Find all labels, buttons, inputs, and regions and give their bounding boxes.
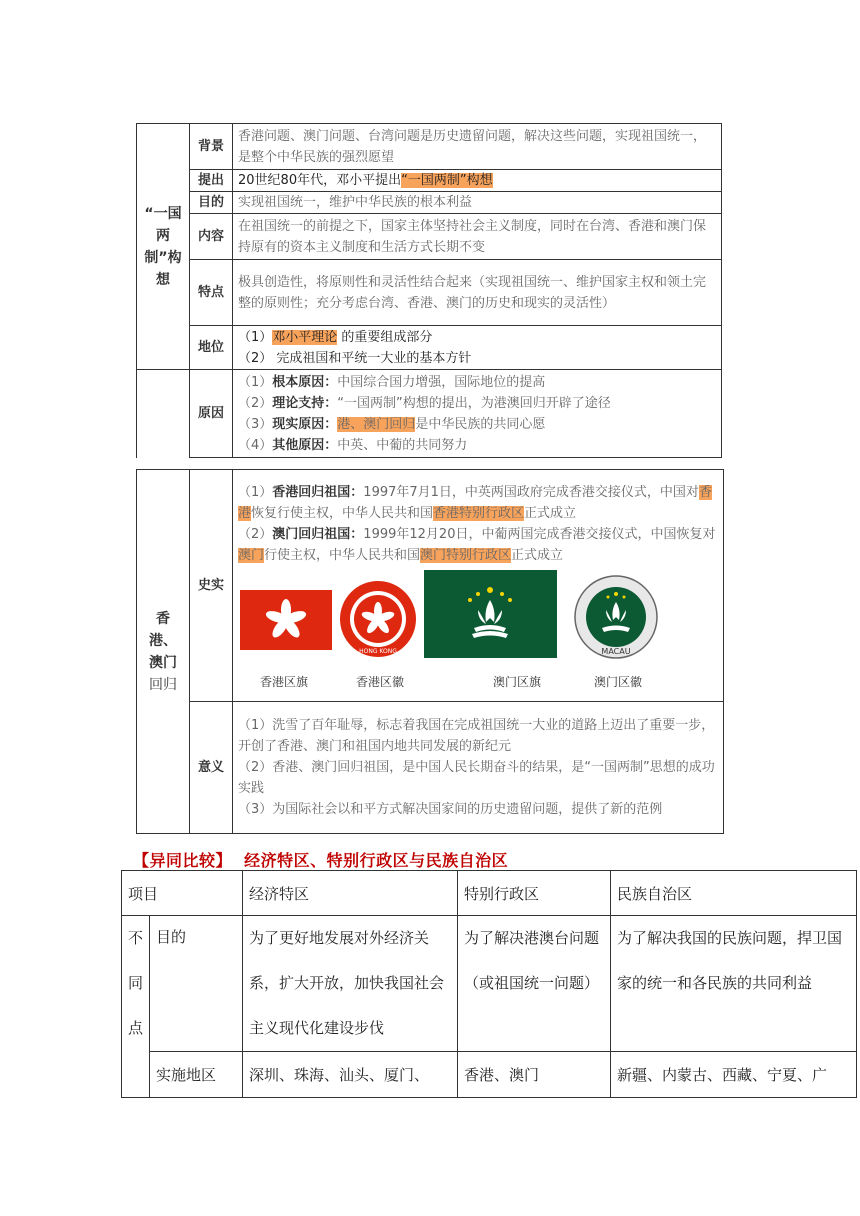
group-label: “一国两制”构想	[137, 124, 190, 370]
sez-area: 深圳、珠海、汕头、厦门、	[243, 1052, 458, 1098]
row-label-facts: 史实	[190, 470, 233, 702]
return-of-hk-macau-table	[136, 469, 724, 834]
row-item-purpose: 目的	[150, 916, 243, 1052]
row-text-content: 在祖国统一的前提之下，国家主体坚持社会主义制度，同时在台湾、香港和澳门保持原有的资本主义制度和生活方式长期不变	[233, 214, 722, 260]
flags-and-emblems	[238, 570, 718, 672]
caption-hk-emblem: 香港区徽	[356, 674, 405, 689]
header-nar: 民族自治区	[611, 871, 857, 916]
caption-macau-emblem: 澳门区徽	[594, 674, 643, 689]
highlight: “一国两制”构想	[401, 173, 493, 188]
diff-label: 不 同 点	[122, 916, 150, 1098]
row-label-proposal: 提出	[190, 170, 233, 192]
flag-captions	[238, 672, 718, 694]
hk-flag-image	[240, 590, 332, 650]
reason-item: （4）其他原因：中英、中葡的共同努力	[238, 437, 468, 453]
macau-emblem-image	[564, 574, 668, 660]
row-label-status: 地位	[190, 326, 233, 370]
significance-item: （2）香港、澳门回归祖国，是中国人民长期奋斗的结果，是“一国两制”思想的成功实践	[238, 760, 715, 796]
row-text-reasons	[233, 370, 722, 458]
row-text-proposal: 20世纪80年代，邓小平提出“一国两制”构想	[233, 170, 722, 192]
reason-item: （2）理论支持：“一国两制”构想的提出，为港澳回归开辟了途径	[238, 395, 611, 411]
row-text-purpose: 实现祖国统一，维护中华民族的根本利益	[233, 192, 722, 214]
header-sar: 特别行政区	[458, 871, 611, 916]
row-label-features: 特点	[190, 260, 233, 326]
nar-purpose: 为了解决我国的民族问题，捍卫国家的统一和各民族的共同利益	[611, 916, 857, 1052]
header-sez: 经济特区	[243, 871, 458, 916]
sar-purpose: 为了解决港澳台问题（或祖国统一问题）	[458, 916, 611, 1052]
significance-item: （1）洗雪了百年耻辱，标志着我国在完成祖国统一大业的道路上迈出了重要一步，开创了香港、澳门和祖国内地共同发展的新纪元	[238, 718, 715, 754]
sez-purpose: 为了更好地发展对外经济关系，扩大开放，加快我国社会主义现代化建设步伐	[243, 916, 458, 1052]
significance-item: （3）为国际社会以和平方式解决国家间的历史遗留问题，提供了新的范例	[238, 802, 663, 817]
row-label-content: 内容	[190, 214, 233, 260]
row-label-reasons: 原因	[190, 370, 233, 458]
svg-text:MACAU: MACAU	[601, 646, 631, 656]
caption-hk-flag: 香港区旗	[260, 674, 309, 689]
svg-text:HONG KONG: HONG KONG	[359, 647, 397, 655]
highlight: 邓小平理论	[272, 329, 338, 345]
row-item-area: 实施地区	[150, 1052, 243, 1098]
one-country-two-systems-table	[136, 123, 722, 458]
nar-area: 新疆、内蒙古、西藏、宁夏、广	[611, 1052, 857, 1098]
reason-item: （1）根本原因：中国综合国力增强，国际地位的提高	[238, 374, 546, 390]
row-text-status: （1）邓小平理论 的重要组成部分 （2） 完成祖国和平统一大业的基本方针	[233, 326, 722, 370]
hk-emblem-image	[338, 578, 418, 660]
reason-item: （3）现实原因：港、澳门回归是中华民族的共同心愿	[238, 416, 546, 432]
row-text-features: 极具创造性，将原则性和灵活性结合起来（实现祖国统一、维护国家主权和领土完整的原则性；充分考虑台湾、香港、澳门的历史和现实的灵活性）	[233, 260, 722, 326]
comparison-heading: 【异同比较】 经济特区、特别行政区与民族自治区	[133, 851, 509, 870]
row-text-background: 香港问题、澳门问题、台湾问题是历史遗留问题，解决这些问题，实现祖国统一，是整个中华民族的强烈愿望	[233, 124, 722, 170]
row-label-purpose: 目的	[190, 192, 233, 214]
caption-macau-flag: 澳门区旗	[493, 674, 542, 689]
sar-area: 香港、澳门	[458, 1052, 611, 1098]
row-text-facts: （1）香港回归祖国：1997年7月1日，中英两国政府完成香港交接仪式，中国对香港恢复行使主权，中华人民共和国香港特别行政区正式成立 （2）澳门回归祖国：1999年12月20日，中葡两国完成香港交接仪式，中国恢复对澳门行使主权，中华人民共和国澳门特别行政区正式成立 HONG KONG MACAU 香港区旗 香港区徽 澳门区旗 澳门区徽	[233, 470, 724, 702]
comparison-table	[121, 870, 857, 1098]
macau-flag-image	[424, 570, 557, 658]
row-text-significance	[233, 702, 724, 834]
row-label-background: 背景	[190, 124, 233, 170]
header-item: 项目	[122, 871, 243, 916]
group-label: 香港、澳门 回归	[137, 470, 190, 834]
row-label-significance: 意义	[190, 702, 233, 834]
